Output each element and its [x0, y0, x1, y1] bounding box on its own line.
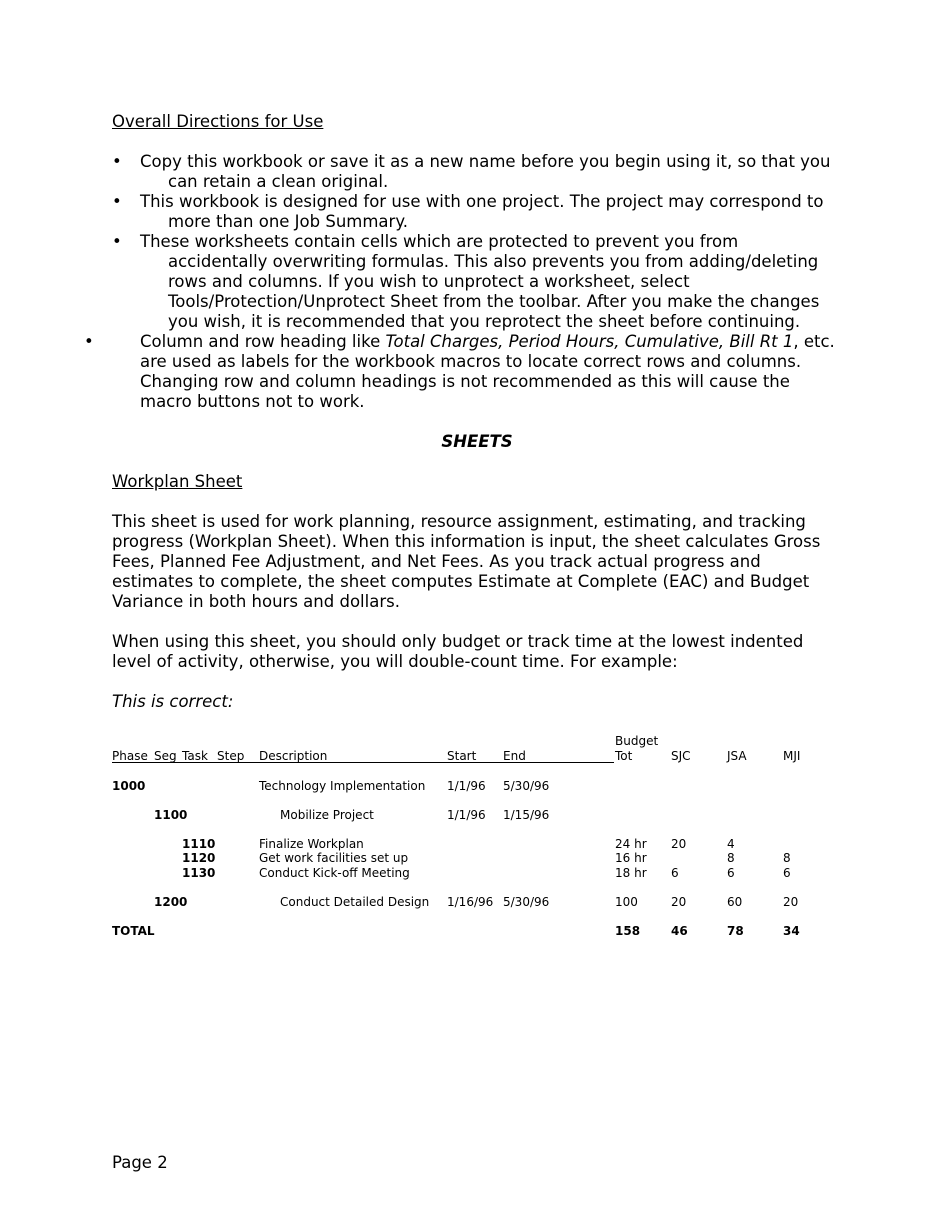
page-number: Page 2: [112, 1153, 168, 1172]
col-seg: Seg: [154, 748, 177, 763]
workplan-example-table: [112, 734, 832, 938]
col-phase: Phase: [112, 748, 148, 763]
list-item: • This workbook is designed for use with one project. The project may correspond to more than one Job Summary.: [112, 192, 824, 231]
table-row: 1110 Finalize Workplan 24 hr 20 4: [182, 836, 735, 851]
table-row: 1120 Get work facilities set up 16 hr 8 8: [182, 851, 791, 865]
document-body: [84, 112, 842, 712]
col-task: Task: [182, 748, 208, 763]
list-item: • These worksheets contain cells which are protected to prevent you from accidentally overwriting formulas. This also prevents you from adding/deleting rows and columns. If you wish to unprotect a worksheet, select Tools/Protection/Unprotect Sheet from the toolbar. After you make the changes you wish, it is recommended that you reprotect the sheet before continuing.: [112, 232, 820, 331]
list-item: • Column and row heading like Total Charges, Period Hours, Cumulative, Bill Rt 1, etc. are used as labels for the workbook macros to locate correct rows and columns. Changing row and column headings is not recommended as this will cause the macro buttons not to work.: [84, 332, 835, 411]
col-start: Start: [447, 748, 477, 763]
col-description: Description: [259, 748, 328, 763]
table-header: [112, 734, 832, 764]
table-total-row: TOTAL 158 46 78 34: [112, 923, 800, 938]
sheets-title: SHEETS: [441, 432, 513, 451]
table-row: 1200 Conduct Detailed Design 1/16/96 5/30/96 100 20 60 20: [154, 894, 799, 909]
col-sjc: SJC: [671, 748, 691, 763]
bullet-icon: •: [112, 192, 122, 211]
header-underline: [112, 762, 614, 763]
list-item: • Copy this workbook or save it as a new name before you begin using it, so that you can retain a clean original.: [112, 152, 831, 191]
col-jsa: JSA: [727, 748, 747, 763]
overall-directions-heading: Overall Directions for Use: [112, 112, 324, 131]
col-mji: MJI: [783, 748, 801, 763]
col-end: End: [503, 748, 526, 763]
workplan-paragraph-2: When using this sheet, you should only budget or track time at the lowest indented level of activity, otherwise, you will double-count time. For example:: [112, 632, 804, 671]
example-label: This is correct:: [112, 692, 234, 711]
col-step: Step: [217, 748, 245, 763]
bullet-icon: •: [112, 232, 122, 251]
bullet-icon: •: [84, 332, 94, 351]
col-budget-top: Budget: [615, 734, 659, 748]
workplan-paragraph-1: This sheet is used for work planning, resource assignment, estimating, and tracking progress (Workplan Sheet). When this information is input, the sheet calculates Gross Fees, Planned Fee Adjustment, and Net Fees. As you track actual progress and estimates to complete, the sheet computes Estimate at Complete (EAC) and Budget Variance in both hours and dollars.: [112, 512, 821, 611]
table-row: 1100 Mobilize Project 1/1/96 1/15/96: [154, 807, 550, 822]
directions-list: [84, 152, 842, 412]
table-row: 1130 Conduct Kick-off Meeting 18 hr 6 6 6: [182, 865, 791, 880]
col-budget-bottom: Tot: [615, 748, 633, 763]
workplan-heading: Workplan Sheet: [112, 472, 243, 491]
table-row: 1000 Technology Implementation 1/1/96 5/30/96: [112, 778, 550, 793]
bullet-icon: •: [112, 152, 122, 171]
